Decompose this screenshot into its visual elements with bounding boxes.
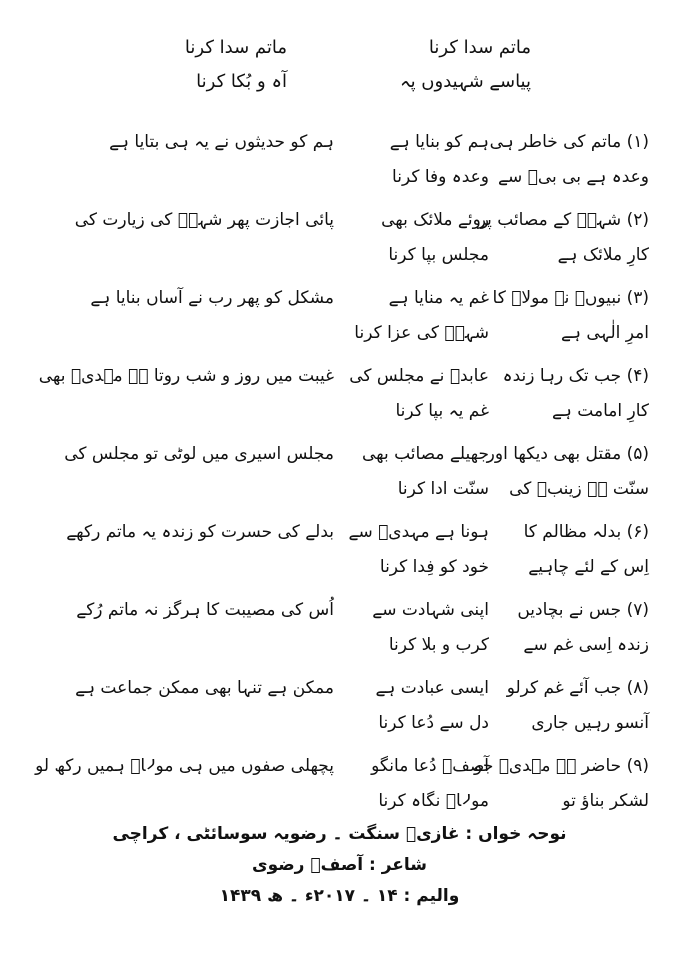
stanza-line-left: اُس کی مصیبت کا ہرگز نہ ماتم رُکے bbox=[76, 600, 334, 620]
stanza-refrain-left: مجلس بپا کرنا bbox=[388, 245, 489, 265]
stanza-line-right: (۹) حاضر ہے مہدیؑ جو bbox=[474, 756, 649, 776]
stanza-refrain-right: لشکر بناؤ تو bbox=[562, 791, 649, 811]
stanza-refrain-line bbox=[0, 633, 679, 657]
stanza-line-middle: جھیلے مصائب بھی bbox=[361, 444, 489, 464]
stanza-refrain-right: وعدہ ہے بی بیؑ سے bbox=[498, 167, 649, 187]
stanza-line bbox=[0, 286, 679, 310]
stanza-refrain-right: زندہ اِسی غم سے bbox=[523, 635, 649, 655]
stanza-line-middle: آصفؔ دُعا مانگو bbox=[371, 756, 489, 776]
stanza-refrain-left: سنّت ادا کرنا bbox=[397, 479, 489, 499]
stanza-refrain-line bbox=[0, 555, 679, 579]
stanza-line-left: پائی اجازت پھر شہہؑ کی زیارت کی bbox=[74, 210, 334, 230]
stanza-refrain-right: اِس کے لئے چاہیے bbox=[528, 557, 649, 577]
chorus-line-1-left: ماتم سدا کرنا bbox=[184, 37, 287, 58]
stanza-line bbox=[0, 754, 679, 778]
stanza-line bbox=[0, 598, 679, 622]
chorus-line-2-right: پیاسے شہیدوں پہ bbox=[400, 71, 531, 92]
stanza-line-left: غیبت میں روز و شب روتا ہے مہدیؑ بھی bbox=[38, 366, 334, 386]
stanza-line bbox=[0, 130, 679, 154]
stanza-refrain-line bbox=[0, 711, 679, 735]
stanza-refrain-right: سنّت ہے زینبؑ کی bbox=[509, 479, 649, 499]
stanza-refrain-left: مولاؑ نگاہ کرنا bbox=[378, 791, 489, 811]
stanza-line-right: (۶) بدلہ مظالم کا bbox=[523, 522, 649, 542]
stanza-line-right: (۵) مقتل بھی دیکھا اور bbox=[486, 444, 649, 464]
stanza-line bbox=[0, 442, 679, 466]
stanza-line bbox=[0, 208, 679, 232]
stanza-line-right: (۱) ماتم کی خاطر ہی bbox=[489, 132, 649, 152]
chorus-line-2-left: آہ و بُکا کرنا bbox=[196, 71, 287, 92]
stanza-line bbox=[0, 520, 679, 544]
stanza-line-right: (۲) شہہؑ کے مصائب پر bbox=[477, 210, 649, 230]
stanza-refrain-line bbox=[0, 165, 679, 189]
stanza-refrain-left: وعدہ وفا کرنا bbox=[392, 167, 489, 187]
chorus-line-1-right: ماتم سدا کرنا bbox=[428, 37, 531, 58]
stanza-refrain-line bbox=[0, 789, 679, 813]
stanza-line-right: (۳) نبیوںؑ نے مولاؑ کا bbox=[492, 288, 649, 308]
volume-credit: والیم : ۱۴ ۔ ۲۰۱۷ء ۔ ھ ۱۴۳۹ bbox=[219, 886, 460, 906]
stanza-line-middle: روئے ملائک بھی bbox=[381, 210, 489, 230]
stanza-refrain-left: دل سے دُعا کرنا bbox=[378, 713, 489, 733]
stanza-line-middle: ایسی عبادت ہے bbox=[375, 678, 489, 698]
reciter-credit: نوحہ خواں : غازیؑ سنگت ۔ رضویہ سوسائٹی ، کراچی bbox=[112, 824, 567, 844]
stanza-refrain-line bbox=[0, 399, 679, 423]
stanza-line bbox=[0, 676, 679, 700]
stanza-line-right: (۴) جب تک رہا زندہ bbox=[502, 366, 649, 386]
stanza-refrain-line bbox=[0, 321, 679, 345]
stanza-line-left: مشکل کو پھر رب نے آساں بنایا ہے bbox=[90, 288, 334, 308]
stanza-refrain-right: کارِ ملائک ہے bbox=[557, 245, 649, 265]
stanza-line-middle: ہم کو بنایا ہے bbox=[389, 132, 489, 152]
stanza-line-left: مجلس اسیری میں لوٹی تو مجلس کی bbox=[64, 444, 334, 464]
poet-credit: شاعر : آصفؔ رضوی bbox=[252, 855, 427, 875]
stanza-refrain-right: کارِ امامت ہے bbox=[551, 401, 649, 421]
stanza-line-middle: اپنی شہادت سے bbox=[372, 600, 489, 620]
stanza-line bbox=[0, 364, 679, 388]
stanza-refrain-left: شہہؑ کی عزا کرنا bbox=[354, 323, 489, 343]
stanza-refrain-line bbox=[0, 243, 679, 267]
stanza-line-middle: عابدؑ نے مجلس کی bbox=[349, 366, 489, 386]
stanza-line-middle: غم یہ منایا ہے bbox=[388, 288, 489, 308]
stanza-refrain-left: غم یہ بپا کرنا bbox=[395, 401, 489, 421]
stanza-line-left: ممکن ہے تنہا بھی ممکن جماعت ہے bbox=[75, 678, 334, 698]
chorus-line-1 bbox=[0, 36, 679, 60]
stanza-refrain-left: خود کو فِدا کرنا bbox=[379, 557, 489, 577]
stanza-line-left: پچھلی صفوں میں ہی مولاؑ ہمیں رکھ لو bbox=[35, 756, 334, 776]
stanza-refrain-right: آنسو رہیں جاری bbox=[531, 713, 649, 733]
stanza-line-left: ہم کو حدیثوں نے یہ ہی بتایا ہے bbox=[109, 132, 334, 152]
stanza-refrain-left: کرب و بلا کرنا bbox=[388, 635, 489, 655]
stanza-refrain-line bbox=[0, 477, 679, 501]
stanza-line-right: (۷) جس نے بچادیں bbox=[517, 600, 649, 620]
stanza-line-left: بدلے کی حسرت کو زندہ یہ ماتم رکھے bbox=[66, 522, 334, 542]
stanza-line-right: (۸) جب آئے غم کرلو bbox=[506, 678, 649, 698]
stanza-line-middle: ہونا ہے مہدیؑ سے bbox=[348, 522, 489, 542]
chorus-line-2 bbox=[0, 70, 679, 94]
stanza-refrain-right: امرِ الٰہی ہے bbox=[561, 323, 649, 343]
